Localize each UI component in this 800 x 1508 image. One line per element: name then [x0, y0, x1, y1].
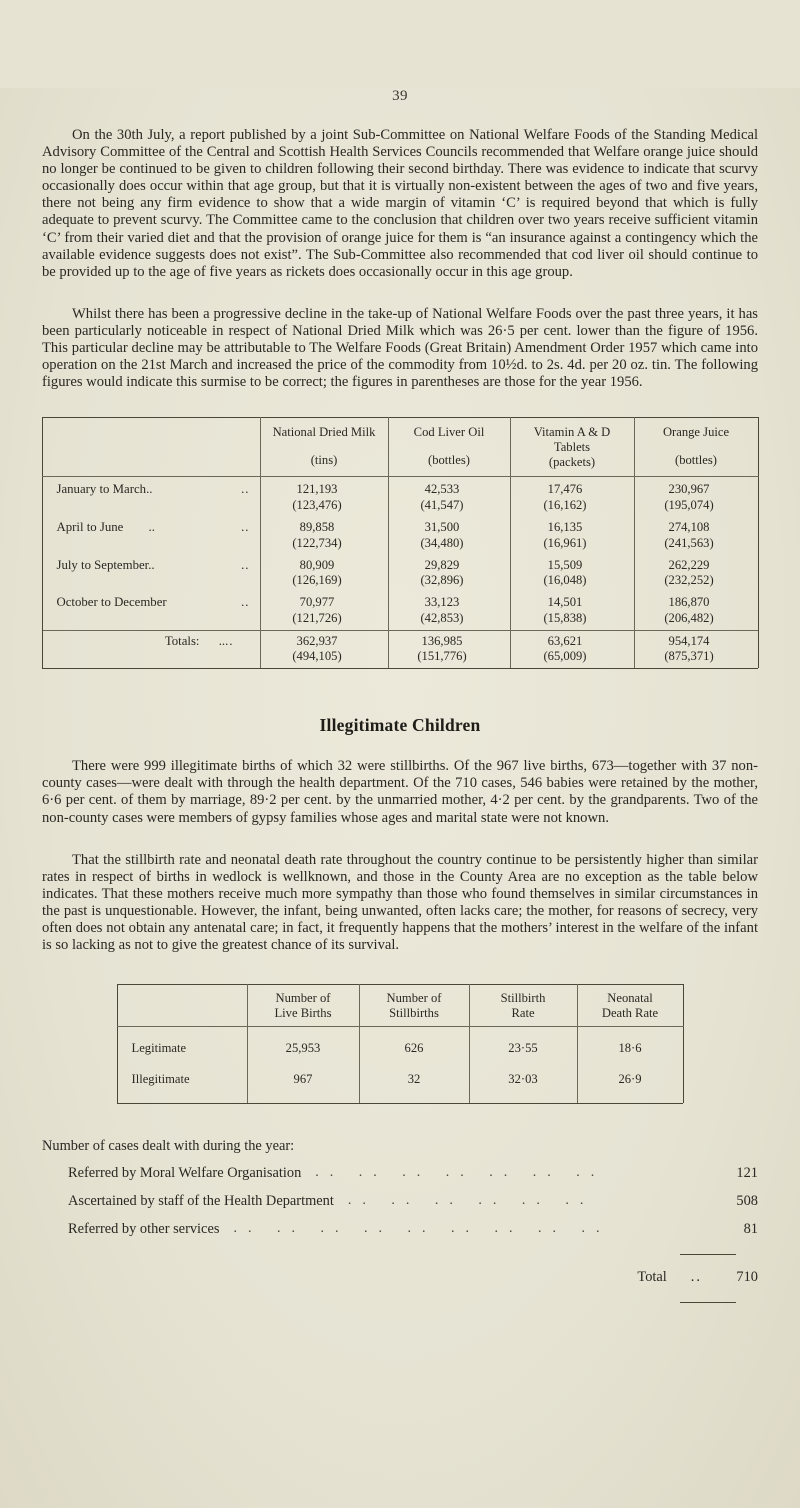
total-separator-rule: [680, 1254, 736, 1255]
cell-dried-milk: [260, 555, 388, 593]
value-current: 42,533: [424, 482, 460, 497]
cell-neonatal-death-rate: 18·6: [577, 1027, 683, 1065]
header-spacer: [393, 440, 506, 453]
column-title-line1: Neonatal: [607, 991, 653, 1006]
row-trailing-dots: ..: [241, 557, 250, 572]
cell-dried-milk: [260, 592, 388, 630]
column-title-line2: Tablets: [553, 440, 591, 455]
cell-orange-juice: [634, 477, 758, 517]
paragraph-illegitimate-births: There were 999 illegitimate births of which 32 were stillbirths. Of the 967 live births, 673—together with 37 non-county cases—were dealt with through the health department. Of the 710 cases, 546 babies were retained by the mother, 6·6 per cent. of them by marriage, 89·2 per cent. by the unmarried mother, 4·2 per cent. by the grandparents. Two of the non-county cases were members of gypsy families whose ages and marital state were not known.: [42, 758, 758, 826]
value-previous: (16,048): [543, 573, 587, 588]
bottom-rule: [680, 1302, 736, 1303]
row-label-april-to-june: [42, 517, 260, 555]
welfare-rowhead-blank: [42, 418, 260, 477]
cell-dried-milk: [260, 517, 388, 555]
value-previous: (16,162): [543, 498, 587, 513]
value-previous: (42,853): [420, 610, 464, 625]
table-row: [42, 477, 758, 517]
case-value-moral-welfare: 121: [736, 1165, 758, 1182]
page-number: 39: [392, 88, 408, 104]
case-label-other-services: Referred by other services: [68, 1221, 220, 1238]
value-previous: (41,547): [420, 498, 464, 513]
value-previous: (206,482): [664, 610, 714, 625]
column-header-number-live-births: [247, 985, 359, 1027]
value-current: 136,985: [421, 633, 463, 648]
total-label: Total: [637, 1269, 667, 1286]
row-label-text: January to March: [56, 482, 147, 497]
total-leader-dots: ..: [690, 1269, 702, 1286]
value-current: 230,967: [668, 482, 710, 497]
row-label-dots: ..: [218, 633, 226, 648]
document-page: [0, 88, 800, 1508]
value-previous: (195,074): [664, 498, 714, 513]
column-header-number-stillbirths: [359, 985, 469, 1027]
row-trailing-dots: ..: [225, 633, 234, 648]
row-label-january-to-march: [42, 477, 260, 517]
cell-vitamin-tablets: [510, 477, 634, 517]
cases-dealt-with-list: [42, 1138, 758, 1303]
value-previous: (151,776): [417, 649, 467, 664]
cell-live-births: 25,953: [247, 1027, 359, 1065]
value-current: 262,229: [668, 557, 710, 572]
value-previous: (15,838): [543, 610, 587, 625]
column-title-line2: Death Rate: [601, 1005, 659, 1020]
value-previous: (122,734): [292, 535, 342, 550]
cell-vitamin-tablets: [510, 592, 634, 630]
value-previous: (34,480): [420, 535, 464, 550]
column-header-neonatal-death-rate: [577, 985, 683, 1027]
table-row: [42, 555, 758, 593]
cell-orange-juice: [634, 592, 758, 630]
value-current: 121,193: [296, 482, 338, 497]
column-header-stillbirth-rate: [469, 985, 577, 1027]
value-current: 29,829: [424, 557, 460, 572]
column-unit: (bottles): [428, 453, 470, 468]
row-label-text: April to June: [56, 519, 124, 534]
list-item: [68, 1193, 758, 1210]
value-current: 14,501: [547, 595, 583, 610]
value-previous: (494,105): [292, 649, 342, 664]
cell-stillbirths: 32: [359, 1064, 469, 1103]
page-body: [42, 105, 758, 417]
cell-cod-liver-oil: [388, 555, 510, 593]
value-previous: (232,252): [664, 573, 714, 588]
column-title-line1: Number of: [275, 991, 331, 1006]
births-rowhead-blank: [117, 985, 247, 1027]
table-row: [117, 1027, 683, 1065]
row-label-legitimate: Legitimate: [117, 1027, 247, 1065]
case-value-health-department: 508: [736, 1193, 758, 1210]
column-title-line1: Vitamin A & D: [533, 425, 611, 440]
value-current: 70,977: [299, 595, 335, 610]
value-current: 33,123: [424, 595, 460, 610]
row-label-dots: ..: [148, 519, 155, 534]
header-spacer: [639, 440, 754, 453]
cell-total-vitamin-tablets: [510, 630, 634, 668]
value-previous: (16,961): [543, 535, 587, 550]
cell-orange-juice: [634, 555, 758, 593]
row-label-october-to-december: [42, 592, 260, 630]
column-header-cod-liver-oil: [388, 418, 510, 477]
cell-total-dried-milk: [260, 630, 388, 668]
table-row: [117, 1064, 683, 1103]
cell-cod-liver-oil: [388, 517, 510, 555]
cell-vitamin-tablets: [510, 555, 634, 593]
value-current: 63,621: [547, 633, 583, 648]
cell-stillbirth-rate: 23·55: [469, 1027, 577, 1065]
list-item: [68, 1165, 758, 1182]
column-title-line2: Live Births: [274, 1005, 332, 1020]
table-row: [42, 517, 758, 555]
value-current: 31,500: [424, 519, 460, 534]
leader-dots: .. .. .. .. .. ..: [347, 1193, 595, 1209]
row-trailing-dots: ..: [241, 595, 250, 610]
column-title-line2: Rate: [511, 1005, 535, 1020]
column-title-line1: Stillbirth: [500, 991, 546, 1006]
header-spacer: [265, 440, 384, 453]
cell-total-cod-liver-oil: [388, 630, 510, 668]
cell-dried-milk: [260, 477, 388, 517]
paragraph-stillbirth-neonatal: That the stillbirth rate and neonatal death rate throughout the country continue to be persistently higher than similar rates in respect of births in wedlock is wellknown, and those in the County Area are no exception as the table below indicates. That these mothers receive much more sympathy than those who found themselves in similar circumstances in the past is unquestionable. However, the infant, being unwanted, often lacks care; the mother, for reasons of secrecy, very often does not obtain any antenatal care; in fact, it frequently happens that the mothers’ interest in the welfare of the infant is so lacking as not to give the greatest chance of its survival.: [42, 851, 758, 954]
table-header-row: [42, 418, 758, 477]
births-rates-table: [117, 984, 684, 1103]
cell-vitamin-tablets: [510, 517, 634, 555]
column-header-national-dried-milk: [260, 418, 388, 477]
case-value-other-services: 81: [743, 1221, 758, 1238]
value-current: 89,858: [299, 519, 335, 534]
row-label-totals: [42, 630, 260, 668]
case-label-moral-welfare: Referred by Moral Welfare Organisation: [68, 1165, 302, 1182]
value-current: 15,509: [547, 557, 583, 572]
column-unit: (packets): [548, 455, 596, 470]
row-trailing-dots: ..: [241, 519, 250, 534]
cell-cod-liver-oil: [388, 477, 510, 517]
value-previous: (123,476): [292, 498, 342, 513]
value-previous: (32,896): [420, 573, 464, 588]
cell-total-orange-juice: [634, 630, 758, 668]
paragraph-welfare-foods-decline: Whilst there has been a progressive decline in the take-up of National Welfare Foods over the past three years, it has been particularly noticeable in respect of National Dried Milk which was 26·5 per cent. lower than the figure of 1956. This particular decline may be attributable to The Welfare Foods (Great Britain) Amendment Order 1957 which came into operation on the 21st March and increased the price of the commodity from 10½d. to 2s. 4d. per 20 oz. tin. The following figures would indicate this surmise to be correct; the figures in parentheses are those for the year 1956.: [42, 305, 758, 391]
leader-dots: .. .. .. .. .. .. .. .. ..: [233, 1221, 611, 1237]
row-trailing-dots: ..: [241, 482, 250, 497]
column-unit: (bottles): [675, 453, 717, 468]
welfare-foods-table: [42, 417, 759, 668]
cell-neonatal-death-rate: 26·9: [577, 1064, 683, 1103]
cell-orange-juice: [634, 517, 758, 555]
leader-dots: .. .. .. .. .. .. ..: [315, 1165, 606, 1181]
column-header-vitamin-a-d-tablets: [510, 418, 634, 477]
value-previous: (65,009): [543, 649, 587, 664]
row-label-text: Totals:: [164, 633, 200, 648]
value-current: 80,909: [299, 557, 335, 572]
cell-stillbirths: 626: [359, 1027, 469, 1065]
value-current: 16,135: [547, 519, 583, 534]
case-label-health-department: Ascertained by staff of the Health Department: [68, 1193, 334, 1210]
row-label-illegitimate: Illegitimate: [117, 1064, 247, 1103]
column-title: Orange Juice: [662, 425, 730, 440]
section-heading-illegitimate-children: Illegitimate Children: [319, 715, 481, 736]
total-value: 710: [736, 1269, 758, 1286]
total-row: [42, 1269, 758, 1286]
row-label-dots: ..: [146, 482, 153, 497]
illegitimate-children-body: [42, 758, 758, 954]
column-title-line1: Number of: [386, 991, 442, 1006]
paragraph-welfare-foods-report: On the 30th July, a report published by a joint Sub-Committee on National Welfare Foods of the Standing Medical Advisory Committee of the Central and Scottish Health Services Councils recommended that Welfare orange juice should no longer be continued to be given to children following their second birthday. There was evidence to indicate that scurvy occasionally does occur within that age group, but that it is virtually non-existent between the ages of two and five years, there not being any firm evidence to show that a wide margin of vitamin ‘C’ is required beyond that which is fully adequate to prevent scurvy. The Committee came to the conclusion that children over two years receive sufficient vitamin ‘C’ from their varied diet and that the provision of orange juice for them is “an insurance against a contingency which the available evidence suggests does not exist”. The Sub-Committee also recommended that cod liver oil should continue to be provided up to the age of five years as rickets does occasionally occur in this age group.: [42, 127, 758, 280]
value-previous: (241,563): [664, 535, 714, 550]
value-current: 17,476: [547, 482, 583, 497]
list-item: [68, 1221, 758, 1238]
column-title: National Dried Milk: [272, 425, 376, 440]
value-current: 186,870: [668, 595, 710, 610]
row-label-text: July to September: [56, 557, 149, 572]
value-current: 362,937: [296, 633, 338, 648]
value-current: 954,174: [668, 633, 710, 648]
cell-live-births: 967: [247, 1064, 359, 1103]
table-header-row: [117, 985, 683, 1027]
row-label-dots: ..: [148, 557, 155, 572]
value-previous: (121,726): [292, 610, 342, 625]
table-row: [42, 592, 758, 630]
cell-cod-liver-oil: [388, 592, 510, 630]
cases-intro-label: Number of cases dealt with during the year:: [42, 1138, 295, 1155]
row-label-july-to-september: [42, 555, 260, 593]
cell-stillbirth-rate: 32·03: [469, 1064, 577, 1103]
column-title-line2: Stillbirths: [389, 1005, 439, 1020]
value-current: 274,108: [668, 519, 710, 534]
table-row-totals: [42, 630, 758, 668]
row-label-text: October to December: [56, 595, 167, 610]
column-header-orange-juice: [634, 418, 758, 477]
value-previous: (126,169): [292, 573, 342, 588]
column-unit: (tins): [310, 453, 338, 468]
value-previous: (875,371): [664, 649, 714, 664]
column-title: Cod Liver Oil: [413, 425, 485, 440]
